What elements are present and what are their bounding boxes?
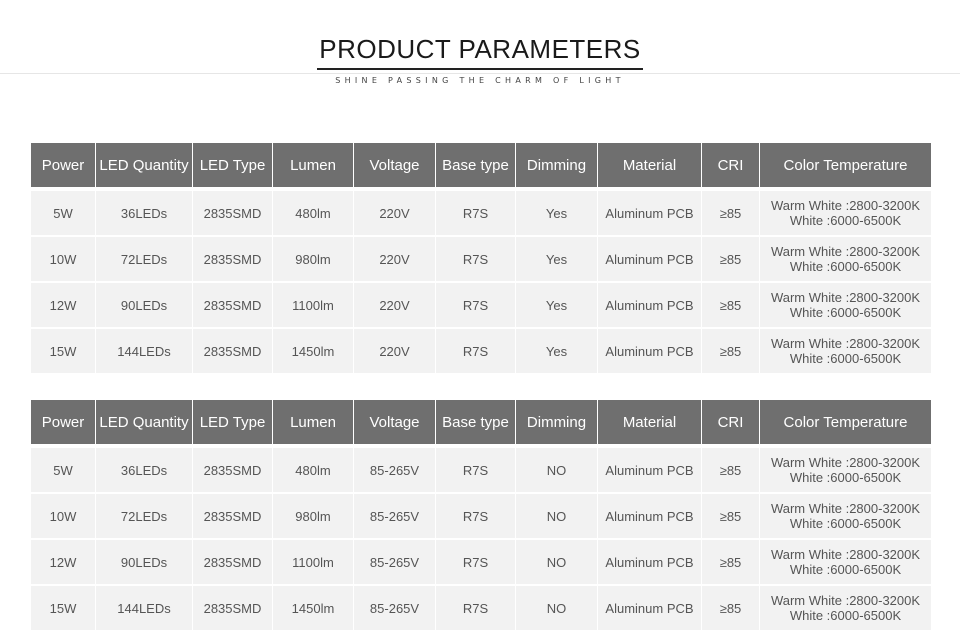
cell-led-type: 2835SMD (193, 187, 273, 235)
warm-white-range: Warm White :2800-3200K (770, 547, 921, 562)
cell-base-type: R7S (436, 444, 516, 492)
white-range: White :6000-6500K (789, 213, 902, 228)
cell-color-temperature (760, 444, 931, 492)
column-header-led-type: LED Type (193, 400, 273, 444)
column-header-color-temperature: Color Temperature (760, 143, 931, 187)
cell-material: Aluminum PCB (598, 492, 702, 538)
column-header-voltage: Voltage (354, 400, 436, 444)
cell-material: Aluminum PCB (598, 281, 702, 327)
warm-white-range: Warm White :2800-3200K (770, 501, 921, 516)
cell-led-type: 2835SMD (193, 492, 273, 538)
warm-white-range: Warm White :2800-3200K (770, 593, 921, 608)
cell-voltage: 220V (354, 235, 436, 281)
cell-material: Aluminum PCB (598, 187, 702, 235)
page-title: PRODUCT PARAMETERS (317, 34, 643, 70)
cell-power: 12W (31, 281, 96, 327)
cell-lumen: 1100lm (273, 281, 354, 327)
column-header-color-temperature: Color Temperature (760, 400, 931, 444)
white-range: White :6000-6500K (789, 259, 902, 274)
table-row (31, 444, 931, 492)
column-header-dimming: Dimming (516, 400, 598, 444)
table-row (31, 492, 931, 538)
cell-material: Aluminum PCB (598, 327, 702, 373)
warm-white-range: Warm White :2800-3200K (770, 198, 921, 213)
cell-power: 12W (31, 538, 96, 584)
column-header-cri: CRI (702, 400, 760, 444)
column-header-voltage: Voltage (354, 143, 436, 187)
cell-led-quantity: 36LEDs (96, 187, 193, 235)
warm-white-range: Warm White :2800-3200K (770, 290, 921, 305)
cell-voltage: 85-265V (354, 444, 436, 492)
warm-white-range: Warm White :2800-3200K (770, 455, 921, 470)
white-range: White :6000-6500K (789, 351, 902, 366)
table-row (31, 187, 931, 235)
cell-power: 5W (31, 187, 96, 235)
cell-color-temperature (760, 235, 931, 281)
column-header-material: Material (598, 143, 702, 187)
cell-lumen: 980lm (273, 492, 354, 538)
cell-led-type: 2835SMD (193, 327, 273, 373)
column-header-led-type: LED Type (193, 143, 273, 187)
cell-base-type: R7S (436, 235, 516, 281)
cell-power: 10W (31, 235, 96, 281)
cell-cri: ≥85 (702, 281, 760, 327)
column-header-base-type: Base type (436, 400, 516, 444)
table-header-row (31, 143, 931, 187)
cell-color-temperature (760, 584, 931, 630)
cell-base-type: R7S (436, 584, 516, 630)
cell-voltage: 220V (354, 187, 436, 235)
cell-dimming: NO (516, 492, 598, 538)
warm-white-range: Warm White :2800-3200K (770, 244, 921, 259)
column-header-power: Power (31, 143, 96, 187)
cell-led-type: 2835SMD (193, 444, 273, 492)
cell-cri: ≥85 (702, 235, 760, 281)
cell-lumen: 1450lm (273, 327, 354, 373)
cell-material: Aluminum PCB (598, 584, 702, 630)
cell-cri: ≥85 (702, 327, 760, 373)
cell-color-temperature (760, 281, 931, 327)
cell-base-type: R7S (436, 281, 516, 327)
cell-voltage: 85-265V (354, 492, 436, 538)
page-header (0, 34, 960, 85)
column-header-material: Material (598, 400, 702, 444)
cell-voltage: 85-265V (354, 538, 436, 584)
cell-power: 15W (31, 327, 96, 373)
table-header-row (31, 400, 931, 444)
column-header-cri: CRI (702, 143, 760, 187)
cell-cri: ≥85 (702, 538, 760, 584)
cell-led-quantity: 144LEDs (96, 584, 193, 630)
column-header-dimming: Dimming (516, 143, 598, 187)
cell-cri: ≥85 (702, 584, 760, 630)
cell-material: Aluminum PCB (598, 538, 702, 584)
cell-led-quantity: 72LEDs (96, 235, 193, 281)
cell-base-type: R7S (436, 538, 516, 584)
white-range: White :6000-6500K (789, 608, 902, 623)
cell-dimming: Yes (516, 327, 598, 373)
cell-dimming: Yes (516, 281, 598, 327)
cell-power: 5W (31, 444, 96, 492)
table-row (31, 538, 931, 584)
cell-lumen: 480lm (273, 187, 354, 235)
parameters-table-220v (31, 143, 931, 373)
table-row (31, 584, 931, 630)
cell-led-quantity: 90LEDs (96, 538, 193, 584)
cell-color-temperature (760, 538, 931, 584)
cell-voltage: 220V (354, 281, 436, 327)
column-header-led-quantity: LED Quantity (96, 143, 193, 187)
cell-led-type: 2835SMD (193, 235, 273, 281)
cell-cri: ≥85 (702, 444, 760, 492)
white-range: White :6000-6500K (789, 562, 902, 577)
cell-dimming: NO (516, 538, 598, 584)
column-header-base-type: Base type (436, 143, 516, 187)
parameters-table-85-265v (31, 400, 931, 630)
column-header-led-quantity: LED Quantity (96, 400, 193, 444)
cell-color-temperature (760, 327, 931, 373)
cell-led-quantity: 90LEDs (96, 281, 193, 327)
cell-dimming: Yes (516, 187, 598, 235)
column-header-lumen: Lumen (273, 143, 354, 187)
table-row (31, 327, 931, 373)
cell-voltage: 85-265V (354, 584, 436, 630)
cell-lumen: 980lm (273, 235, 354, 281)
warm-white-range: Warm White :2800-3200K (770, 336, 921, 351)
page-subtitle: SHINE PASSING THE CHARM OF LIGHT (335, 76, 625, 85)
white-range: White :6000-6500K (789, 516, 902, 531)
column-header-power: Power (31, 400, 96, 444)
cell-led-quantity: 72LEDs (96, 492, 193, 538)
cell-material: Aluminum PCB (598, 444, 702, 492)
cell-cri: ≥85 (702, 492, 760, 538)
cell-lumen: 480lm (273, 444, 354, 492)
cell-led-type: 2835SMD (193, 538, 273, 584)
cell-base-type: R7S (436, 187, 516, 235)
cell-base-type: R7S (436, 327, 516, 373)
cell-led-quantity: 36LEDs (96, 444, 193, 492)
cell-lumen: 1100lm (273, 538, 354, 584)
column-header-lumen: Lumen (273, 400, 354, 444)
cell-power: 10W (31, 492, 96, 538)
table-row (31, 235, 931, 281)
cell-material: Aluminum PCB (598, 235, 702, 281)
cell-color-temperature (760, 492, 931, 538)
cell-led-type: 2835SMD (193, 584, 273, 630)
cell-color-temperature (760, 187, 931, 235)
cell-cri: ≥85 (702, 187, 760, 235)
cell-dimming: NO (516, 444, 598, 492)
cell-power: 15W (31, 584, 96, 630)
white-range: White :6000-6500K (789, 470, 902, 485)
cell-lumen: 1450lm (273, 584, 354, 630)
cell-led-type: 2835SMD (193, 281, 273, 327)
table-row (31, 281, 931, 327)
cell-led-quantity: 144LEDs (96, 327, 193, 373)
cell-dimming: Yes (516, 235, 598, 281)
white-range: White :6000-6500K (789, 305, 902, 320)
cell-dimming: NO (516, 584, 598, 630)
cell-base-type: R7S (436, 492, 516, 538)
cell-voltage: 220V (354, 327, 436, 373)
